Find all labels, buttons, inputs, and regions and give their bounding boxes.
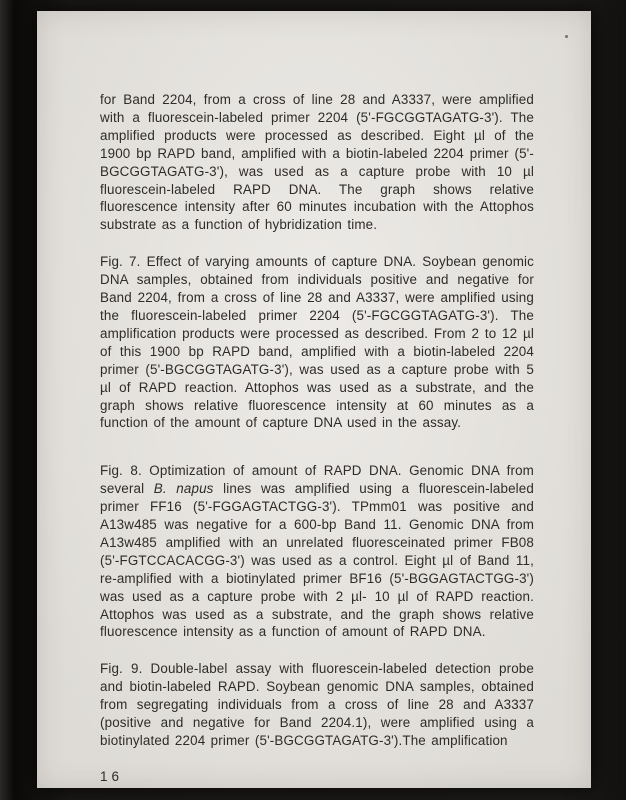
paragraph-continuation: for Band 2204, from a cross of line 28 and A3337, were amplified with a fluorescein-labeled primer 2204 (5'-FGCGGTAGATG-3'). The amplified products were processed as described. Eight µl of the 1900 bp RAPD band, amplified with a biotin-labeled 2204 primer (5'-BGCGGTAGATG-3'), was used as a capture probe with 10 µl fluorescein-labeled RAPD DNA. The graph shows relative fluorescence intensity after 60 minutes incubation with the Attophos substrate as a function of hybridization time. <box>100 92 534 233</box>
fig8-species-name: B. napus <box>153 481 214 497</box>
page-number: 16 <box>100 768 124 784</box>
fig8-text-pre: Fig. 8. Optimization of amount of RAPD DNA. Genomic DNA from several <box>100 463 534 497</box>
scanned-page <box>37 11 591 788</box>
fig8-text-post: lines was amplified using a fluorescein-labeled primer FF16 (5'-FGGAGTACTGG-3'). TPmm01 was positive and A13w485 was negative for a 600-bp Band 11. Genomic DNA from A13w485 amplified with an unrelated fluoresceinated primer FB08 (5'-FGTCCACACGG-3') was used as a control. Eight µl of Band 11, re-amplified with a biotinylated primer BF16 (5'-BGGAGTACTGG-3') was used as a capture probe with 2 µl- 10 µl of RAPD reaction. Attophos was used as a substrate, and the graph shows relative fluorescence intensity as a function of amount of RAPD DNA. <box>100 481 534 640</box>
page-text-block <box>100 91 534 784</box>
scan-speck <box>565 35 568 38</box>
paragraph-fig9-caption: Fig. 9. Double-label assay with fluorescein-labeled detection probe and biotin-labeled RAPD. Soybean genomic DNA samples, obtained from segregating individuals from a cross of line 28 and A3337 (positive and negative for Band 2204.1), were amplified using a biotinylated 2204 primer (5'-BGCGGTAGATG-3').The amplification <box>100 661 534 748</box>
paragraph-fig7-caption: Fig. 7. Effect of varying amounts of capture DNA. Soybean genomic DNA samples, obtained from individuals positive and negative for Band 2204, from a cross of line 28 and A3337, were amplified using the fluorescein-labeled primer 2204 (5'-FGCGGTAGATG-3'). The amplification products were processed as described. From 2 to 12 µl of this 1900 bp RAPD band, amplified with a biotin-labeled 2204 primer (5'-BGCGGTAGATG-3'), was used as a capture probe with 5 µl of RAPD reaction. Attophos was used as a substrate, and the graph shows relative fluorescence intensity at 60 minutes as a function of the amount of capture DNA used in the assay. <box>100 254 534 431</box>
paragraph-fig8-caption <box>100 462 534 641</box>
